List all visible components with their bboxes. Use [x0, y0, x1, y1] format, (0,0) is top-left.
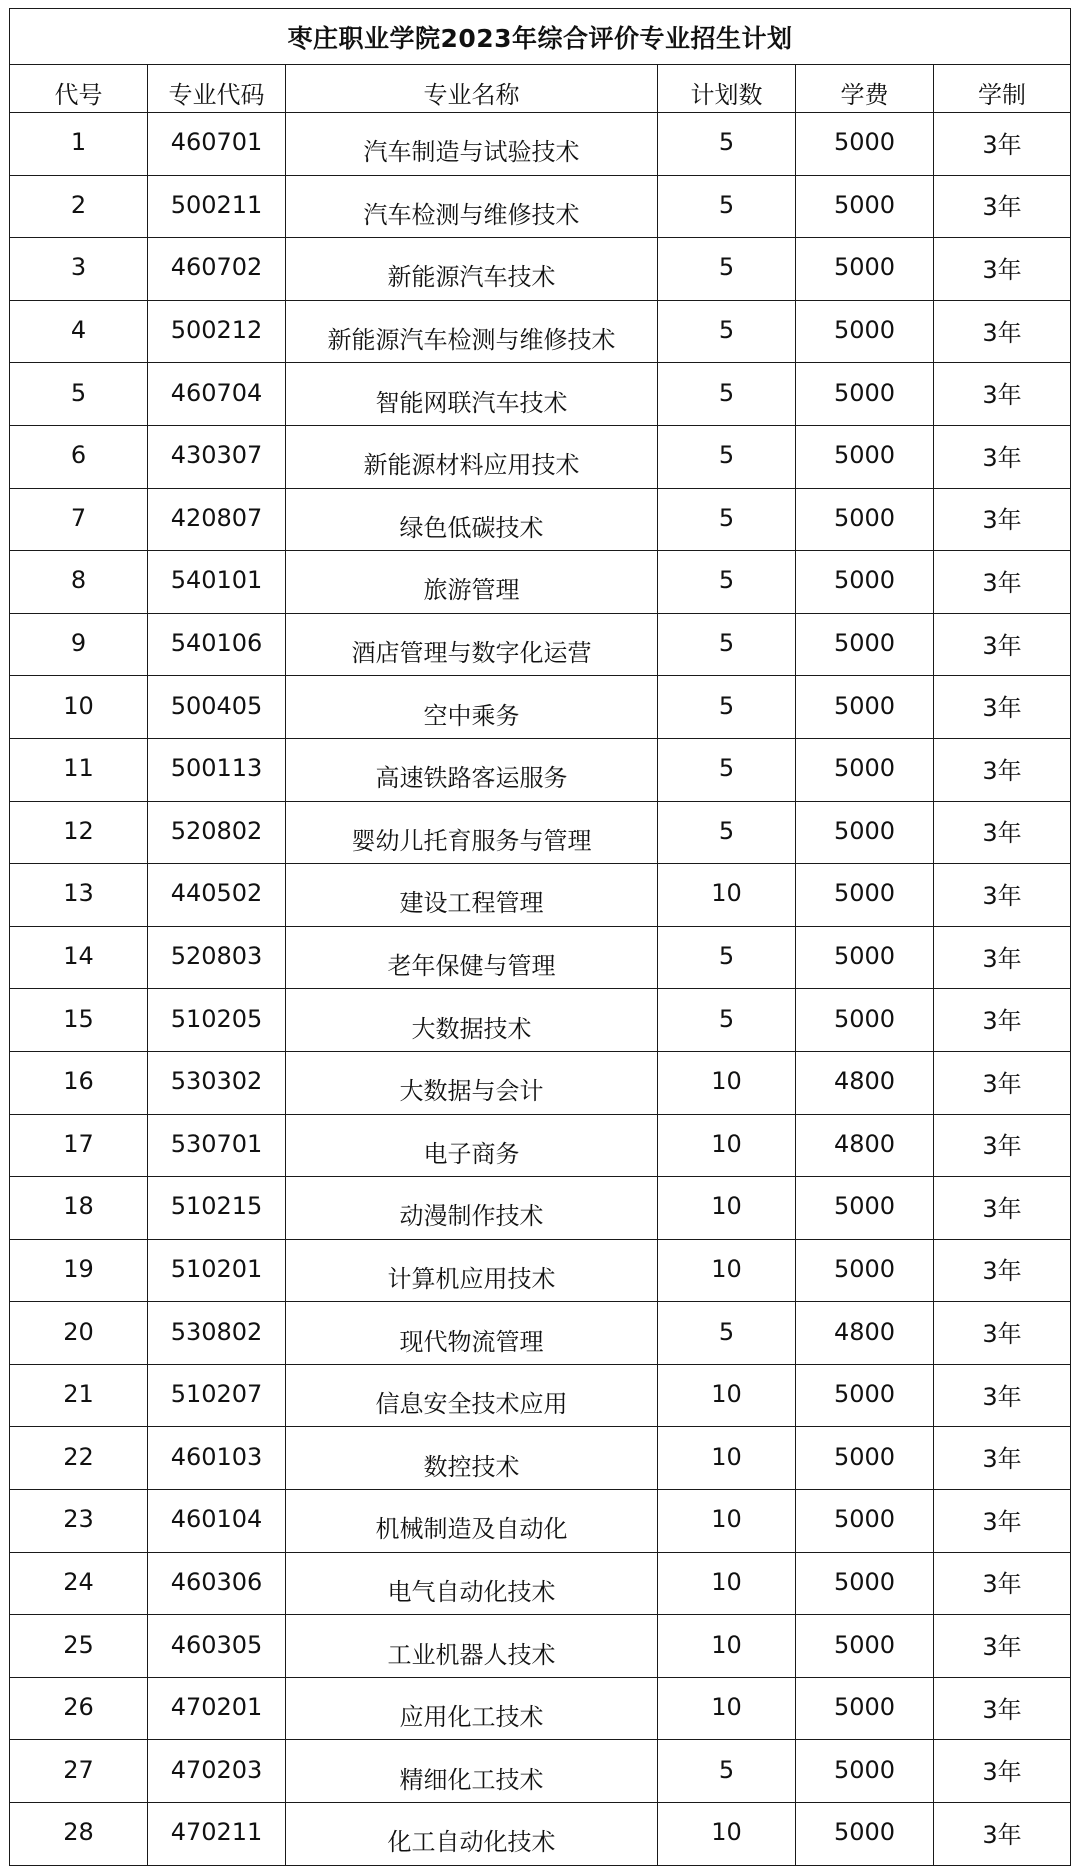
tuition-fee: 5000: [796, 300, 934, 363]
row-number: 3: [10, 238, 148, 301]
table-title: 枣庄职业学院2023年综合评价专业招生计划: [10, 9, 1071, 65]
plan-count: 10: [658, 1051, 796, 1114]
table-row: [10, 864, 1071, 927]
major-name: 新能源汽车技术: [286, 238, 658, 301]
tuition-fee: 5000: [796, 363, 934, 426]
duration: 3年: [934, 864, 1071, 927]
tuition-fee: 5000: [796, 676, 934, 739]
major-name: 数控技术: [286, 1427, 658, 1490]
major-name: 现代物流管理: [286, 1302, 658, 1365]
table-row: [10, 1302, 1071, 1365]
major-code: 470203: [148, 1740, 286, 1803]
major-code: 460306: [148, 1552, 286, 1615]
tuition-fee: 5000: [796, 1177, 934, 1240]
table-row: [10, 1490, 1071, 1553]
row-number: 11: [10, 738, 148, 801]
plan-count: 5: [658, 300, 796, 363]
plan-count: 5: [658, 238, 796, 301]
plan-count: 10: [658, 1177, 796, 1240]
major-name: 化工自动化技术: [286, 1803, 658, 1866]
row-number: 20: [10, 1302, 148, 1365]
table-row: [10, 1740, 1071, 1803]
row-number: 22: [10, 1427, 148, 1490]
major-code: 460704: [148, 363, 286, 426]
tuition-fee: 5000: [796, 1552, 934, 1615]
major-code: 470211: [148, 1803, 286, 1866]
row-number: 13: [10, 864, 148, 927]
tuition-fee: 5000: [796, 1803, 934, 1866]
row-number: 14: [10, 926, 148, 989]
duration: 3年: [934, 1177, 1071, 1240]
row-number: 26: [10, 1677, 148, 1740]
duration: 3年: [934, 1803, 1071, 1866]
major-code: 530802: [148, 1302, 286, 1365]
major-name: 绿色低碳技术: [286, 488, 658, 551]
table-row: [10, 738, 1071, 801]
row-number: 4: [10, 300, 148, 363]
plan-count: 5: [658, 926, 796, 989]
table-row: [10, 425, 1071, 488]
title-row: [10, 9, 1071, 65]
major-code: 510215: [148, 1177, 286, 1240]
duration: 3年: [934, 989, 1071, 1052]
duration: 3年: [934, 926, 1071, 989]
major-name: 工业机器人技术: [286, 1615, 658, 1678]
tuition-fee: 5000: [796, 989, 934, 1052]
major-name: 旅游管理: [286, 551, 658, 614]
table-row: [10, 488, 1071, 551]
duration: 3年: [934, 425, 1071, 488]
major-name: 智能网联汽车技术: [286, 363, 658, 426]
major-code: 520803: [148, 926, 286, 989]
plan-count: 5: [658, 425, 796, 488]
table-row: [10, 1114, 1071, 1177]
tuition-fee: 5000: [796, 738, 934, 801]
table-row: [10, 175, 1071, 238]
row-number: 8: [10, 551, 148, 614]
table-row: [10, 238, 1071, 301]
major-name: 机械制造及自动化: [286, 1490, 658, 1553]
tuition-fee: 5000: [796, 1427, 934, 1490]
major-name: 大数据与会计: [286, 1051, 658, 1114]
major-code: 500212: [148, 300, 286, 363]
major-code: 460305: [148, 1615, 286, 1678]
major-name: 新能源汽车检测与维修技术: [286, 300, 658, 363]
major-code: 510205: [148, 989, 286, 1052]
tuition-fee: 5000: [796, 1364, 934, 1427]
header-row: [10, 65, 1071, 113]
table-row: [10, 551, 1071, 614]
major-name: 精细化工技术: [286, 1740, 658, 1803]
row-number: 5: [10, 363, 148, 426]
row-number: 6: [10, 425, 148, 488]
duration: 3年: [934, 1427, 1071, 1490]
row-number: 24: [10, 1552, 148, 1615]
tuition-fee: 5000: [796, 425, 934, 488]
plan-count: 10: [658, 1803, 796, 1866]
major-name: 老年保健与管理: [286, 926, 658, 989]
tuition-fee: 5000: [796, 1677, 934, 1740]
enrollment-plan-table: [9, 8, 1071, 1866]
major-name: 应用化工技术: [286, 1677, 658, 1740]
major-code: 530701: [148, 1114, 286, 1177]
tuition-fee: 5000: [796, 488, 934, 551]
tuition-fee: 5000: [796, 801, 934, 864]
duration: 3年: [934, 1615, 1071, 1678]
duration: 3年: [934, 1364, 1071, 1427]
major-code: 500211: [148, 175, 286, 238]
tuition-fee: 5000: [796, 1615, 934, 1678]
table-row: [10, 989, 1071, 1052]
duration: 3年: [934, 1677, 1071, 1740]
plan-count: 5: [658, 175, 796, 238]
duration: 3年: [934, 738, 1071, 801]
column-header-duration: 学制: [934, 65, 1071, 113]
table-row: [10, 676, 1071, 739]
table-row: [10, 1552, 1071, 1615]
row-number: 12: [10, 801, 148, 864]
duration: 3年: [934, 113, 1071, 176]
table-row: [10, 1177, 1071, 1240]
tuition-fee: 5000: [796, 551, 934, 614]
row-number: 15: [10, 989, 148, 1052]
major-code: 500113: [148, 738, 286, 801]
major-name: 电气自动化技术: [286, 1552, 658, 1615]
row-number: 16: [10, 1051, 148, 1114]
major-name: 汽车检测与维修技术: [286, 175, 658, 238]
major-name: 动漫制作技术: [286, 1177, 658, 1240]
row-number: 23: [10, 1490, 148, 1553]
major-code: 540106: [148, 613, 286, 676]
tuition-fee: 5000: [796, 864, 934, 927]
plan-count: 5: [658, 1740, 796, 1803]
plan-count: 10: [658, 1239, 796, 1302]
plan-count: 5: [658, 1302, 796, 1365]
table-row: [10, 113, 1071, 176]
tuition-fee: 4800: [796, 1302, 934, 1365]
duration: 3年: [934, 488, 1071, 551]
plan-count: 5: [658, 363, 796, 426]
major-code: 460702: [148, 238, 286, 301]
plan-count: 5: [658, 676, 796, 739]
major-name: 婴幼儿托育服务与管理: [286, 801, 658, 864]
major-code: 460104: [148, 1490, 286, 1553]
plan-count: 5: [658, 801, 796, 864]
tuition-fee: 5000: [796, 1239, 934, 1302]
plan-count: 5: [658, 613, 796, 676]
column-header-plan: 计划数: [658, 65, 796, 113]
plan-count: 10: [658, 1490, 796, 1553]
tuition-fee: 4800: [796, 1051, 934, 1114]
major-name: 信息安全技术应用: [286, 1364, 658, 1427]
major-name: 酒店管理与数字化运营: [286, 613, 658, 676]
duration: 3年: [934, 238, 1071, 301]
major-name: 汽车制造与试验技术: [286, 113, 658, 176]
table-row: [10, 1051, 1071, 1114]
row-number: 17: [10, 1114, 148, 1177]
table-row: [10, 1364, 1071, 1427]
duration: 3年: [934, 175, 1071, 238]
plan-count: 5: [658, 551, 796, 614]
duration: 3年: [934, 676, 1071, 739]
major-code: 510207: [148, 1364, 286, 1427]
plan-count: 10: [658, 1677, 796, 1740]
row-number: 7: [10, 488, 148, 551]
table-row: [10, 926, 1071, 989]
plan-count: 10: [658, 1552, 796, 1615]
table-row: [10, 1239, 1071, 1302]
duration: 3年: [934, 1051, 1071, 1114]
duration: 3年: [934, 300, 1071, 363]
row-number: 28: [10, 1803, 148, 1866]
row-number: 21: [10, 1364, 148, 1427]
major-code: 430307: [148, 425, 286, 488]
table-row: [10, 363, 1071, 426]
row-number: 19: [10, 1239, 148, 1302]
table-row: [10, 613, 1071, 676]
tuition-fee: 5000: [796, 613, 934, 676]
table-row: [10, 1803, 1071, 1866]
major-name: 计算机应用技术: [286, 1239, 658, 1302]
plan-count: 5: [658, 738, 796, 801]
row-number: 1: [10, 113, 148, 176]
duration: 3年: [934, 801, 1071, 864]
major-name: 高速铁路客运服务: [286, 738, 658, 801]
tuition-fee: 5000: [796, 238, 934, 301]
tuition-fee: 4800: [796, 1114, 934, 1177]
plan-count: 10: [658, 1364, 796, 1427]
tuition-fee: 5000: [796, 175, 934, 238]
column-header-code: 专业代码: [148, 65, 286, 113]
major-name: 新能源材料应用技术: [286, 425, 658, 488]
plan-count: 10: [658, 864, 796, 927]
duration: 3年: [934, 613, 1071, 676]
duration: 3年: [934, 1302, 1071, 1365]
tuition-fee: 5000: [796, 113, 934, 176]
major-name: 空中乘务: [286, 676, 658, 739]
duration: 3年: [934, 1490, 1071, 1553]
tuition-fee: 5000: [796, 926, 934, 989]
table-row: [10, 1615, 1071, 1678]
major-code: 510201: [148, 1239, 286, 1302]
table-row: [10, 1677, 1071, 1740]
tuition-fee: 5000: [796, 1740, 934, 1803]
major-code: 530302: [148, 1051, 286, 1114]
plan-count: 5: [658, 113, 796, 176]
major-code: 420807: [148, 488, 286, 551]
row-number: 27: [10, 1740, 148, 1803]
major-code: 460103: [148, 1427, 286, 1490]
table-row: [10, 801, 1071, 864]
plan-count: 5: [658, 989, 796, 1052]
plan-count: 10: [658, 1114, 796, 1177]
column-header-fee: 学费: [796, 65, 934, 113]
row-number: 10: [10, 676, 148, 739]
duration: 3年: [934, 1552, 1071, 1615]
duration: 3年: [934, 551, 1071, 614]
row-number: 9: [10, 613, 148, 676]
table-row: [10, 1427, 1071, 1490]
major-code: 470201: [148, 1677, 286, 1740]
table-row: [10, 300, 1071, 363]
major-code: 540101: [148, 551, 286, 614]
plan-count: 5: [658, 488, 796, 551]
duration: 3年: [934, 1239, 1071, 1302]
major-name: 电子商务: [286, 1114, 658, 1177]
major-name: 建设工程管理: [286, 864, 658, 927]
table-body: [10, 113, 1071, 1866]
row-number: 25: [10, 1615, 148, 1678]
row-number: 18: [10, 1177, 148, 1240]
plan-count: 10: [658, 1427, 796, 1490]
major-code: 500405: [148, 676, 286, 739]
plan-count: 10: [658, 1615, 796, 1678]
tuition-fee: 5000: [796, 1490, 934, 1553]
duration: 3年: [934, 363, 1071, 426]
major-code: 440502: [148, 864, 286, 927]
duration: 3年: [934, 1740, 1071, 1803]
major-code: 520802: [148, 801, 286, 864]
duration: 3年: [934, 1114, 1071, 1177]
column-header-no: 代号: [10, 65, 148, 113]
row-number: 2: [10, 175, 148, 238]
major-name: 大数据技术: [286, 989, 658, 1052]
major-code: 460701: [148, 113, 286, 176]
column-header-name: 专业名称: [286, 65, 658, 113]
